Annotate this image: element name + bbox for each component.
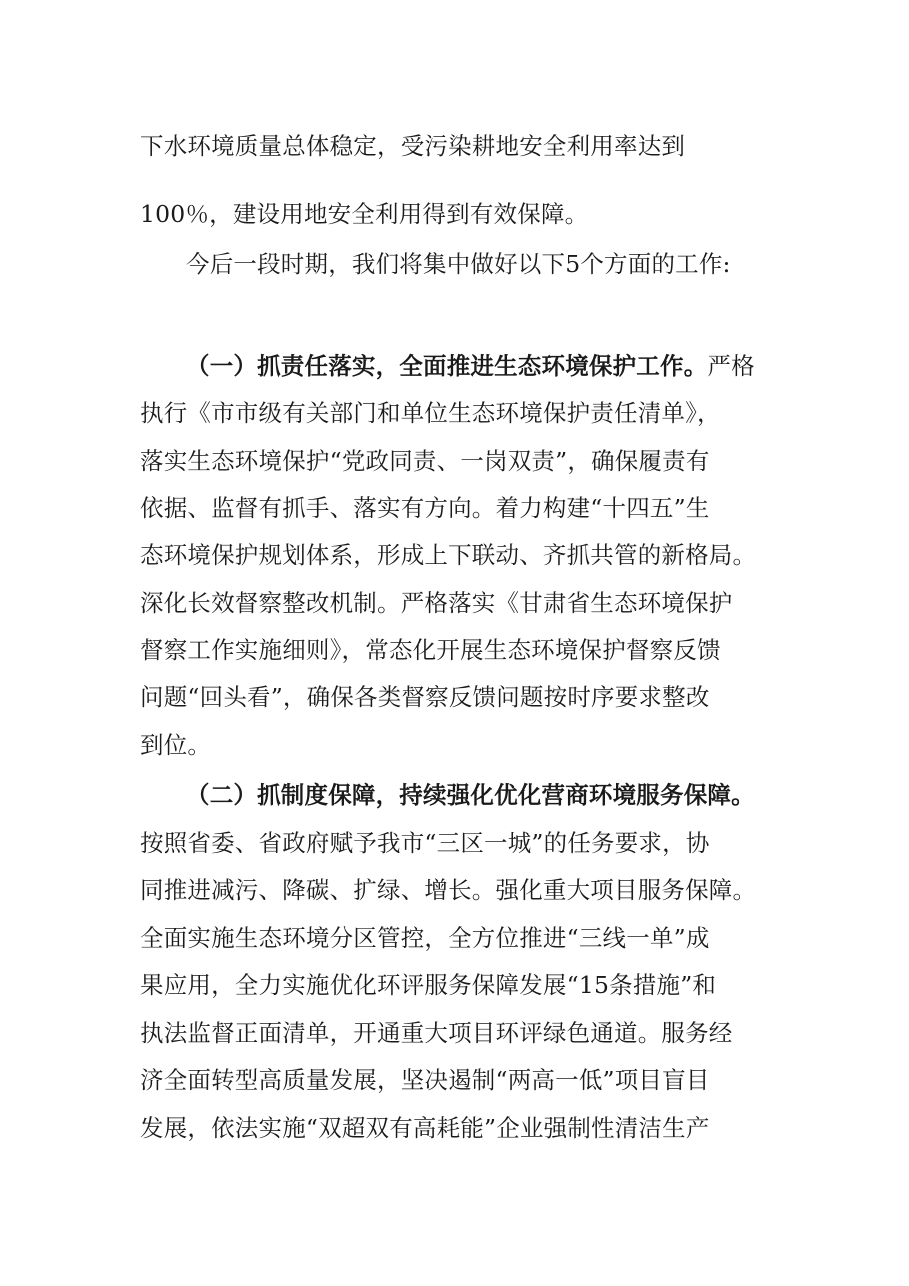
paragraph-4-line-5: 果应用，全力实施优化环评服务保障发展“15条措施”和 <box>140 971 717 999</box>
paragraph-3-line-3: 落实生态环境保护“党政同责、一岗双责”，确保履责有 <box>140 447 710 475</box>
paragraph-4-line-3: 同推进减污、降碳、扩绿、增长。强化重大项目服务保障。 <box>140 876 757 904</box>
paragraph-2-line-1: 今后一段时期，我们将集中做好以下5个方面的工作: <box>186 250 731 278</box>
paragraph-3-line-7: 督察工作实施细则》，常态化开展生态环境保护督察反馈 <box>140 636 721 664</box>
paragraph-3-line-4: 依据、监督有抓手、落实有方向。着力构建“十四五”生 <box>140 494 710 522</box>
paragraph-3-line-9: 到位。 <box>140 731 212 759</box>
paragraph-3-line-5: 态环境保护规划体系，形成上下联动、齐抓共管的新格局。 <box>140 541 757 569</box>
paragraph-4-line-8: 发展，依法实施“双超双有高耗能”企业强制性清洁生产 <box>140 1114 710 1142</box>
paragraph-1-line-1: 下水环境质量总体稳定，受污染耕地安全利用率达到 <box>140 132 686 160</box>
paragraph-3-line-6: 深化长效督察整改机制。严格落实《甘肃省生态环境保护 <box>140 589 733 617</box>
paragraph-4-line-6: 执法监督正面清单，开通重大项目环评绿色通道。服务经 <box>140 1019 733 1047</box>
paragraph-3-line-8: 问题“回头看”，确保各类督察反馈问题按时序要求整改 <box>140 683 710 711</box>
section-1-heading-tail: 严格 <box>707 352 755 380</box>
section-2-heading: （二）抓制度保障，持续强化优化营商环境服务保障。 <box>186 781 755 809</box>
paragraph-4-line-4: 全面实施生态环境分区管控，全方位推进“三线一单”成 <box>140 924 710 952</box>
paragraph-1-line-2: 100％，建设用地安全利用得到有效保障。 <box>140 200 589 228</box>
paragraph-3-line-2: 执行《市市级有关部门和单位生态环境保护责任清单》， <box>140 399 721 427</box>
paragraph-4-line-2: 按照省委、省政府赋予我市“三区一城”的任务要求，协 <box>140 829 710 857</box>
paragraph-3-line-1 <box>186 351 826 381</box>
paragraph-4-line-7: 济全面转型高质量发展，坚决遏制“两高一低”项目盲目 <box>140 1066 710 1094</box>
section-1-heading: （一）抓责任落实，全面推进生态环境保护工作。 <box>186 352 708 380</box>
